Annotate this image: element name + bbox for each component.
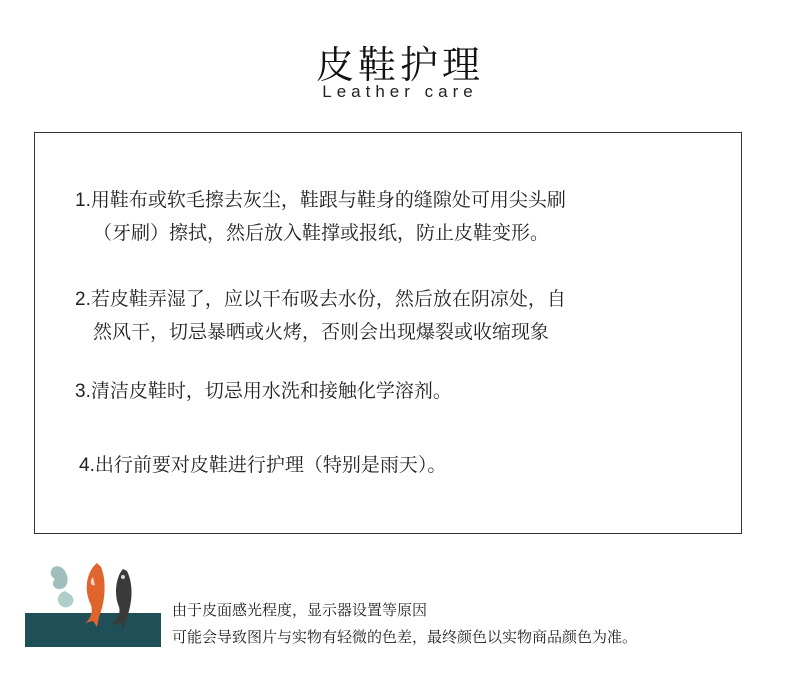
tip-text: 然风干，切忌暴晒或火烤，否则会出现爆裂或收缩现象 — [93, 321, 550, 343]
tip-text: 用鞋布或软毛擦去灰尘，鞋跟与鞋身的缝隙处可用尖头刷 — [90, 189, 566, 211]
page-title: 皮鞋护理 — [315, 43, 484, 87]
tip-item-3 — [75, 375, 452, 408]
koi-fish-illustration — [25, 555, 161, 647]
tip-item-4 — [79, 449, 446, 482]
tip-item-1 — [75, 184, 566, 250]
page-subtitle: Leather care — [322, 82, 478, 101]
care-tips-box — [34, 132, 742, 534]
disclaimer-line-2: 可能会导致图片与实物有轻微的色差，最终颜色以实物商品颜色为准。 — [172, 628, 638, 646]
tip-number: 3. — [75, 381, 91, 402]
tip-number: 4. — [79, 455, 95, 476]
tip-text: （牙刷）擦拭，然后放入鞋撑或报纸，防止皮鞋变形。 — [93, 222, 550, 244]
tip-number: 2. — [75, 289, 91, 310]
tip-text: 出行前要对皮鞋进行护理（特别是雨天）。 — [94, 454, 447, 476]
lily-pad-icon — [58, 591, 74, 607]
tip-item-2 — [75, 283, 566, 349]
tip-text: 清洁皮鞋时，切忌用水洗和接触化学溶剂。 — [90, 380, 452, 402]
tip-text: 若皮鞋弄湿了，应以干布吸去水份，然后放在阴凉处，自 — [90, 288, 566, 310]
disclaimer-line-1: 由于皮面感光程度，显示器设置等原因 — [172, 601, 428, 619]
tip-number: 1. — [75, 190, 91, 211]
lily-pad-icon — [51, 566, 68, 589]
